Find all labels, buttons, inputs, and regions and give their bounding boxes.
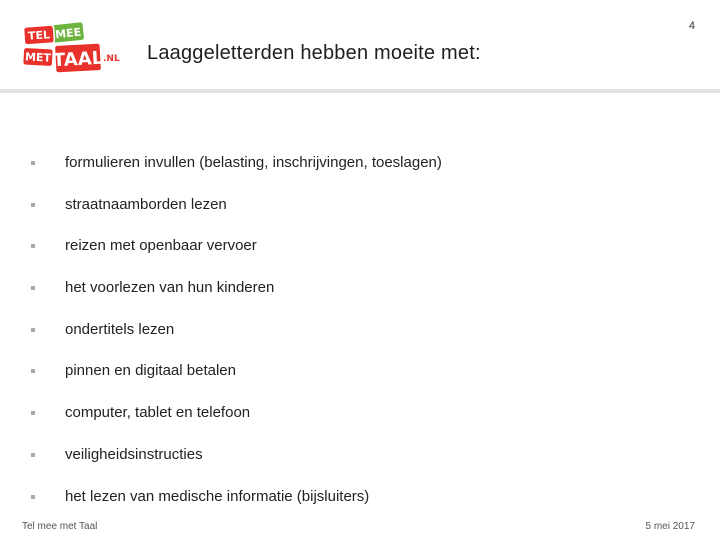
square-bullet-icon [31,286,35,290]
svg-text:MEE: MEE [54,25,82,42]
logo-nl-suffix: .NL [103,54,120,64]
logo-taal-block [52,43,103,73]
svg-text:MET: MET [24,50,52,65]
square-bullet-icon [31,453,35,457]
square-bullet-icon [31,328,35,332]
list-item-text: straatnaamborden lezen [65,195,227,213]
logo-mee-block [51,21,85,43]
logo-met-block [23,47,54,67]
slide-title: Laaggeletterden hebben moeite met: [147,42,481,64]
svg-text:TAAL: TAAL [52,47,104,72]
square-bullet-icon [31,369,35,373]
list-item-text: computer, tablet en telefoon [65,404,251,422]
logo-tel-block [23,25,54,45]
square-bullet-icon [31,203,35,207]
list-item-text: reizen met openbaar vervoer [65,237,257,255]
footer-date: 5 mei 2017 [645,521,695,532]
header-divider [0,89,720,93]
svg-text:TEL: TEL [27,28,51,43]
square-bullet-icon [31,161,35,165]
square-bullet-icon [31,244,35,248]
list-item-text: het lezen van medische informatie (bijsluiters) [65,487,370,505]
square-bullet-icon [31,495,35,499]
list-item-text: veiligheidsinstructies [65,445,203,463]
list-item-text: pinnen en digitaal betalen [65,362,236,380]
square-bullet-icon [31,411,35,415]
list-item-text: ondertitels lezen [65,320,175,338]
list-item-text: formulieren invullen (belasting, inschrijvingen, toeslagen) [65,154,442,171]
page-number: 4 [688,20,695,32]
list-item-text: het voorlezen van hun kinderen [65,279,275,297]
footer-organization: Tel mee met Taal [22,521,98,532]
tel-mee-met-taal-logo [22,20,134,76]
